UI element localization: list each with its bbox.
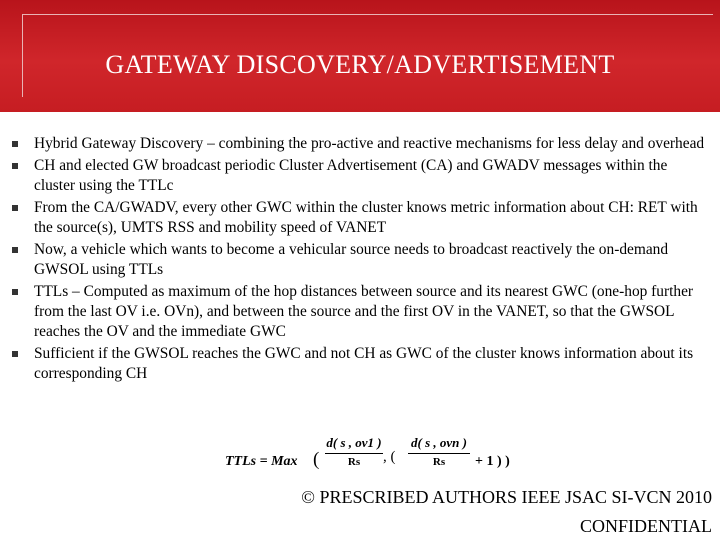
square-bullet-icon: [12, 351, 18, 357]
formula-fraction-2: [408, 435, 470, 468]
formula-fraction-1: [325, 435, 383, 468]
fraction-2-bar: [408, 453, 470, 454]
square-bullet-icon: [12, 205, 18, 211]
fraction-1-denominator: Rs: [347, 456, 361, 468]
confidential-label: CONFIDENTIAL: [580, 516, 712, 536]
formula-separator: , (: [383, 449, 396, 465]
bullet-item: [12, 198, 712, 238]
bullet-item: [12, 240, 712, 280]
square-bullet-icon: [12, 163, 18, 169]
slide-title: GATEWAY DISCOVERY/ADVERTISEMENT: [105, 50, 615, 79]
fraction-1-numerator: d( s , ov1 ): [326, 435, 382, 450]
bullet-text: Sufficient if the GWSOL reaches the GWC and not CH as GWC of the cluster knows information about its corresponding CH: [34, 345, 694, 382]
bullet-item: [12, 156, 712, 196]
bullet-text: TTLs – Computed as maximum of the hop distances between source and its nearest GWC (one-hop further from the last OV i.e. OVn), and between the source and the first OV in the VANET, so that the GWSOL reaches the OV and the immediate GWC: [34, 283, 694, 340]
square-bullet-icon: [12, 289, 18, 295]
fraction-1-bar: [325, 453, 383, 454]
formula-open-paren: (: [313, 449, 320, 470]
bullet-item: [12, 344, 712, 384]
bullet-text: Hybrid Gateway Discovery – combining the pro-active and reactive mechanisms for less delay and overhead: [34, 135, 705, 152]
square-bullet-icon: [12, 247, 18, 253]
ttl-formula: [225, 433, 545, 483]
formula-lhs: TTLs = Max: [225, 454, 298, 469]
bullet-text: CH and elected GW broadcast periodic Cluster Advertisement (CA) and GWADV messages within the cluster using the TTLc: [34, 157, 668, 194]
copyright-notice: © PRESCRIBED AUTHORS IEEE JSAC SI-VCN 2010: [301, 487, 712, 507]
bullet-list: [12, 134, 712, 386]
bullet-item: [12, 282, 712, 342]
square-bullet-icon: [12, 141, 18, 147]
bullet-item: [12, 134, 712, 154]
bullet-text: Now, a vehicle which wants to become a vehicular source needs to broadcast reactively the on-demand GWSOL using TTLs: [34, 241, 669, 278]
bullet-text: From the CA/GWADV, every other GWC within the cluster knows metric information about CH: RET with the source(s), UMTS RSS and mobility speed of VANET: [34, 199, 698, 236]
fraction-2-numerator: d( s , ovn ): [411, 435, 467, 450]
formula-tail: + 1 ) ): [475, 454, 510, 469]
fraction-2-denominator: Rs: [432, 456, 446, 468]
